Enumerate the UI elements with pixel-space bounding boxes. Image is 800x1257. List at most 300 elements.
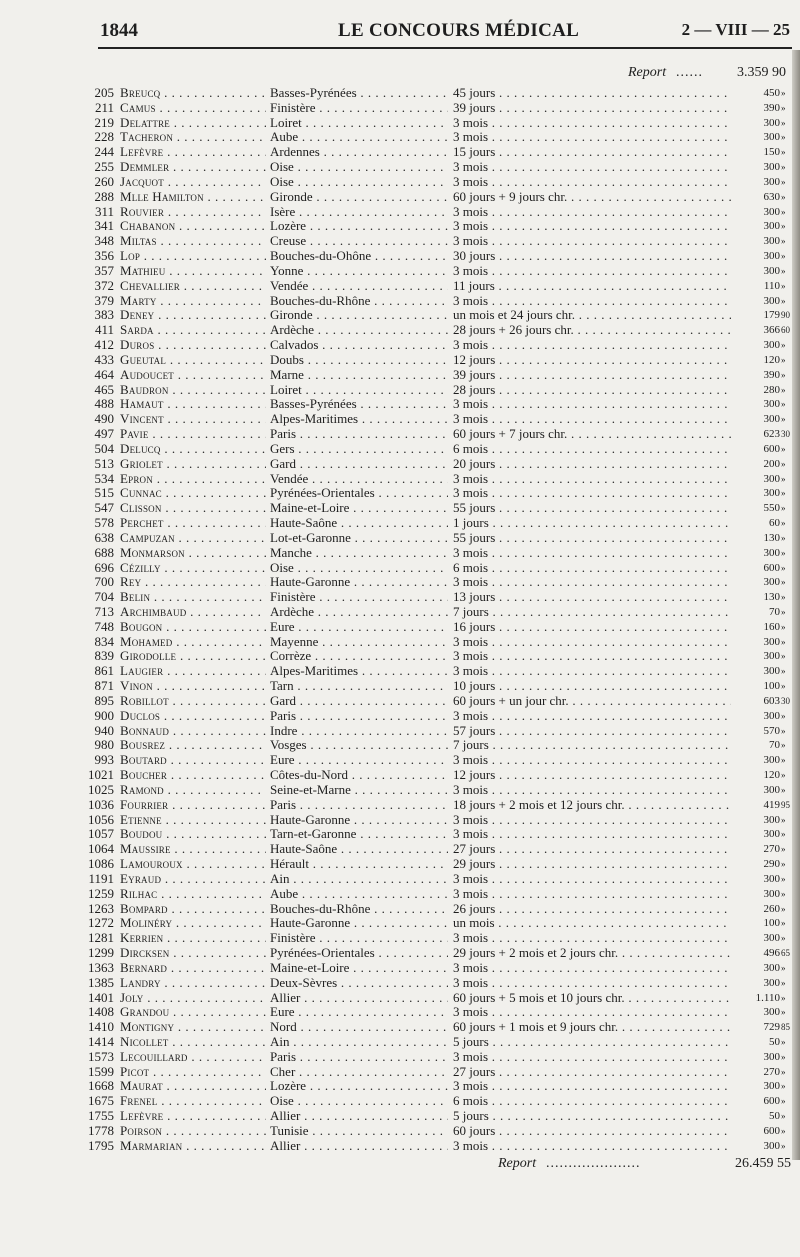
entry-number: 895 [94, 693, 114, 708]
list-item [0, 724, 800, 739]
entry-name: Lamouroux . . . [120, 857, 266, 872]
entry-department: Ardèche . . . [270, 323, 448, 338]
entry-name: Chabanon . . . [120, 219, 266, 234]
entry-number: 534 [94, 471, 114, 486]
entry-number: 356 [94, 249, 114, 264]
entry-duration: 3 mois . . . [453, 664, 731, 679]
entry-number: 490 [94, 412, 114, 427]
entry-department: Hérault . . . [270, 857, 448, 872]
entry-duration: 3 mois . . . [453, 931, 731, 946]
entry-cents: » [781, 414, 786, 425]
entry-duration: 3 mois . . . [453, 635, 731, 650]
entry-cents: » [781, 814, 786, 825]
entry-department: Finistère . . . [270, 590, 448, 605]
list-item [0, 1124, 800, 1139]
entry-amount: 300 [763, 413, 780, 426]
list-item [0, 442, 800, 457]
entry-department: Haute-Garonne . . . [270, 575, 448, 590]
entry-department: Creuse . . . [270, 234, 448, 249]
entry-duration: 29 jours + 2 mois et 2 jours chr. . . . [453, 946, 731, 961]
entry-cents: » [781, 458, 786, 469]
entry-amount: 300 [763, 1006, 780, 1019]
entry-name: Picot . . . [120, 1065, 266, 1080]
entry-department: Ain . . . [270, 872, 448, 887]
entry-amount: 120 [763, 353, 780, 366]
entry-name: Archimbaud . . . [120, 605, 266, 620]
entry-name: Griolet . . . [120, 457, 266, 472]
entry-duration: 29 jours . . . [453, 857, 731, 872]
entry-number: 1599 [88, 1064, 114, 1079]
entry-name: Hamaut . . . [120, 397, 266, 412]
list-item [0, 813, 800, 828]
entry-name: Bousrez . . . [120, 738, 266, 753]
entry-duration: 3 mois . . . [453, 887, 731, 902]
entry-amount: 300 [763, 976, 780, 989]
entry-cents: » [781, 562, 786, 573]
entry-name: Laugier . . . [120, 664, 266, 679]
binding-edge [792, 50, 800, 1160]
entry-department: Vendée . . . [270, 279, 448, 294]
entry-department: Vendée . . . [270, 472, 448, 487]
entry-department: Eure . . . [270, 753, 448, 768]
entry-name: Pavie . . . [120, 427, 266, 442]
entry-cents: » [781, 844, 786, 855]
entry-name: Robillot . . . [120, 694, 266, 709]
entry-department: Allier . . . [270, 991, 448, 1006]
entry-department: Allier . . . [270, 1109, 448, 1124]
entry-name: Maurat . . . [120, 1079, 266, 1094]
entry-department: Pyrénées-Orientales . . . [270, 946, 448, 961]
entry-name: Duclos . . . [120, 709, 266, 724]
entry-department: Oise . . . [270, 1094, 448, 1109]
entry-cents: » [781, 443, 786, 454]
list-item [0, 145, 800, 160]
entry-duration: 3 mois . . . [453, 338, 731, 353]
entry-duration: 39 jours . . . [453, 368, 731, 383]
entry-amount: 600 [763, 1124, 780, 1137]
list-item [0, 1065, 800, 1080]
entry-cents: » [781, 88, 786, 98]
entry-name: Audoucet . . . [120, 368, 266, 383]
list-item [0, 412, 800, 427]
entry-cents: » [781, 1111, 786, 1122]
entry-name: Etienne . . . [120, 813, 266, 828]
entry-department: Basses-Pyrénées . . . [270, 86, 448, 101]
list-item [0, 738, 800, 753]
entry-number: 1385 [88, 975, 114, 990]
entry-duration: 6 mois . . . [453, 442, 731, 457]
entry-amount: 300 [763, 398, 780, 411]
entry-number: 1795 [88, 1138, 114, 1153]
carried-forward-top [600, 64, 792, 84]
list-item [0, 190, 800, 205]
entry-cents: » [781, 295, 786, 306]
entry-name: Duros . . . [120, 338, 266, 353]
entry-duration: 60 jours + 1 mois et 9 jours chr. . . . [453, 1020, 731, 1035]
entry-duration: 27 jours . . . [453, 1065, 731, 1080]
entry-duration: 3 mois . . . [453, 783, 731, 798]
entry-department: Mayenne . . . [270, 635, 448, 650]
entry-number: 1755 [88, 1109, 114, 1124]
journal-title: LE CONCOURS MÉDICAL [338, 20, 580, 41]
entry-amount: 70 [769, 739, 780, 752]
entry-name: Kerrien . . . [120, 931, 266, 946]
entry-name: Nicollet . . . [120, 1035, 266, 1050]
entry-amount: 300 [763, 932, 780, 945]
list-item [0, 397, 800, 412]
entry-amount: 50 [769, 1036, 780, 1048]
entry-number: 379 [94, 293, 114, 308]
entry-department: Eure . . . [270, 620, 448, 635]
entry-department: Gers . . . [270, 442, 448, 457]
entry-name: Epron . . . [120, 472, 266, 487]
list-item [0, 294, 800, 309]
entry-amount: 70 [769, 605, 780, 618]
entry-name: Ramond . . . [120, 783, 266, 798]
entry-duration: 15 jours . . . [453, 145, 731, 160]
entries-list [0, 86, 800, 1154]
entry-name: Clisson . . . [120, 501, 266, 516]
entry-name: Jacquot . . . [120, 175, 266, 190]
entry-name: Marmarian . . . [120, 1139, 266, 1154]
entry-duration: 3 mois . . . [453, 130, 731, 145]
carry-value: 3.359 90 [737, 65, 786, 80]
entry-department: Aube . . . [270, 130, 448, 145]
entry-amount: 300 [763, 1050, 780, 1063]
entry-amount: 300 [763, 709, 780, 722]
entry-amount: 496 [763, 947, 780, 960]
entry-duration: 3 mois . . . [453, 205, 731, 220]
entry-duration: 28 jours + 26 jours chr. . . . [453, 323, 731, 338]
entry-duration: 28 jours . . . [453, 383, 731, 398]
entry-department: Calvados . . . [270, 338, 448, 353]
entry-name: Boucher . . . [120, 768, 266, 783]
entry-name: Delattre . . . [120, 116, 266, 131]
entry-amount: 300 [763, 205, 780, 218]
entry-amount: 160 [763, 620, 780, 633]
carried-forward-bottom [490, 1156, 795, 1176]
carry-label: Report [628, 65, 667, 80]
entry-cents: » [781, 547, 786, 558]
entry-duration: 3 mois . . . [453, 175, 731, 190]
entry-amount: 110 [763, 279, 780, 292]
entry-number: 411 [94, 323, 114, 338]
entry-department: Côtes-du-Nord . . . [270, 768, 448, 783]
entry-name: Dircksen . . . [120, 946, 266, 961]
entry-duration: 60 jours + 7 jours chr. . . . [453, 427, 731, 442]
entry-cents: » [781, 340, 786, 351]
entry-number: 1057 [88, 827, 114, 842]
list-item [0, 130, 800, 145]
list-item [0, 991, 800, 1006]
list-item [0, 887, 800, 902]
list-item [0, 709, 800, 724]
entry-cents: » [781, 206, 786, 217]
entry-number: 219 [94, 115, 114, 130]
entry-duration: 3 mois . . . [453, 397, 731, 412]
entry-department: Seine-et-Marne . . . [270, 783, 448, 798]
entry-amount: 300 [763, 339, 780, 352]
entry-name: Vincent . . . [120, 412, 266, 427]
entry-duration: 3 mois . . . [453, 1079, 731, 1094]
entry-number: 433 [94, 352, 114, 367]
entry-cents: 95 [781, 799, 790, 810]
list-item [0, 516, 800, 531]
entry-cents: » [781, 532, 786, 543]
entry-duration: 20 jours . . . [453, 457, 731, 472]
entry-duration: 3 mois . . . [453, 976, 731, 991]
entry-duration: 3 mois . . . [453, 1139, 731, 1154]
entry-number: 1299 [88, 946, 114, 961]
entry-amount: 300 [763, 1080, 780, 1093]
list-item [0, 649, 800, 664]
entry-department: Ain . . . [270, 1035, 448, 1050]
entry-cents: » [781, 962, 786, 973]
entry-number: 993 [94, 753, 114, 768]
entry-cents: » [781, 354, 786, 365]
entry-number: 372 [94, 278, 114, 293]
entry-department: Bouches-du-Rhône . . . [270, 294, 448, 309]
list-item [0, 1094, 800, 1109]
entry-name: Fourrier . . . [120, 798, 266, 813]
entry-name: Rilhac . . . [120, 887, 266, 902]
entry-name: Demmler . . . [120, 160, 266, 175]
entry-number: 1259 [88, 886, 114, 901]
entry-number: 1025 [88, 782, 114, 797]
list-item [0, 353, 800, 368]
entry-amount: 1.110 [755, 991, 780, 1004]
entry-number: 288 [94, 189, 114, 204]
entry-cents: » [781, 888, 786, 899]
list-item [0, 86, 800, 101]
entry-cents: » [781, 666, 786, 677]
entry-department: Gironde . . . [270, 308, 448, 323]
entry-duration: 60 jours + 9 jours chr. . . . [453, 190, 731, 205]
entry-duration: 10 jours . . . [453, 679, 731, 694]
entry-name: Bonnaud . . . [120, 724, 266, 739]
entry-cents: » [781, 1125, 786, 1136]
entry-duration: 3 mois . . . [453, 412, 731, 427]
entry-duration: 45 jours . . . [453, 86, 731, 101]
entry-cents: » [781, 384, 786, 395]
list-item [0, 902, 800, 917]
entry-amount: 390 [763, 101, 780, 114]
entry-number: 1263 [88, 901, 114, 916]
entry-amount: 300 [763, 116, 780, 129]
entry-department: Gard . . . [270, 694, 448, 709]
list-item [0, 1035, 800, 1050]
entry-duration: 3 mois . . . [453, 753, 731, 768]
entry-cents: » [781, 162, 786, 173]
entry-department: Manche . . . [270, 546, 448, 561]
list-item [0, 753, 800, 768]
entry-amount: 630 [763, 190, 780, 203]
header-rule [98, 47, 792, 49]
entry-amount: 570 [763, 724, 780, 737]
list-item [0, 368, 800, 383]
list-item [0, 383, 800, 398]
entry-number: 700 [94, 575, 114, 590]
entry-number: 464 [94, 367, 114, 382]
entry-duration: un mois . . . [453, 916, 731, 931]
entry-cents: » [781, 236, 786, 247]
entry-name: Sarda . . . [120, 323, 266, 338]
list-item [0, 1079, 800, 1094]
entry-number: 513 [94, 456, 114, 471]
entry-department: Deux-Sèvres . . . [270, 976, 448, 991]
entry-amount: 300 [763, 650, 780, 663]
entry-cents: » [781, 621, 786, 632]
entry-number: 504 [94, 441, 114, 456]
entry-amount: 300 [763, 576, 780, 589]
entry-name: Mathieu . . . [120, 264, 266, 279]
page-header [100, 14, 790, 44]
entry-name: Lecouillard . . . [120, 1050, 266, 1065]
entry-number: 311 [94, 204, 114, 219]
entry-duration: 12 jours . . . [453, 353, 731, 368]
entry-duration: 3 mois . . . [453, 486, 731, 501]
entry-duration: 30 jours . . . [453, 249, 731, 264]
list-item [0, 472, 800, 487]
entry-number: 578 [94, 516, 114, 531]
entry-amount: 100 [763, 917, 780, 930]
entry-department: Paris . . . [270, 1050, 448, 1065]
list-item [0, 486, 800, 501]
list-item [0, 338, 800, 353]
entry-number: 696 [94, 560, 114, 575]
entry-number: 1281 [88, 931, 114, 946]
list-item [0, 798, 800, 813]
entry-duration: 3 mois . . . [453, 472, 731, 487]
entry-duration: 3 mois . . . [453, 294, 731, 309]
list-item [0, 308, 800, 323]
entry-number: 1363 [88, 960, 114, 975]
entry-department: Tarn . . . [270, 679, 448, 694]
entry-duration: 55 jours . . . [453, 531, 731, 546]
entry-amount: 290 [763, 858, 780, 871]
entry-name: Tacheron . . . [120, 130, 266, 145]
entry-amount: 260 [763, 902, 780, 915]
entry-amount: 300 [763, 131, 780, 144]
entry-cents: » [781, 725, 786, 736]
entry-duration: 12 jours . . . [453, 768, 731, 783]
entry-department: Vosges . . . [270, 738, 448, 753]
entry-duration: 3 mois . . . [453, 575, 731, 590]
entry-cents: » [781, 503, 786, 514]
entry-name: Mlle Hamilton . . . [120, 190, 266, 205]
entry-department: Haute-Saône . . . [270, 842, 448, 857]
entry-number: 834 [94, 634, 114, 649]
list-item [0, 575, 800, 590]
list-item [0, 842, 800, 857]
entry-cents: » [781, 147, 786, 158]
entry-duration: 60 jours + 5 mois et 10 jours chr. . . . [453, 991, 731, 1006]
list-item [0, 116, 800, 131]
entry-name: Vinon . . . [120, 679, 266, 694]
entry-amount: 300 [763, 472, 780, 485]
entry-department: Eure . . . [270, 1005, 448, 1020]
entry-amount: 270 [763, 1065, 780, 1078]
entry-cents: » [781, 636, 786, 647]
entry-number: 1021 [88, 768, 114, 783]
list-item [0, 590, 800, 605]
entry-amount: 300 [763, 175, 780, 188]
entry-amount: 300 [763, 813, 780, 826]
entry-department: Marne . . . [270, 368, 448, 383]
entry-cents: » [781, 1081, 786, 1092]
entry-amount: 120 [763, 769, 780, 782]
list-item [0, 249, 800, 264]
entry-duration: 1 jours . . . [453, 516, 731, 531]
entry-number: 1086 [88, 857, 114, 872]
entry-name: Landry . . . [120, 976, 266, 991]
entry-amount: 300 [763, 161, 780, 174]
carry-dots: ..................... [546, 1156, 641, 1171]
issue-date: 2 — VIII — 25 [681, 20, 790, 39]
entry-cents: » [781, 992, 786, 1003]
entry-name: Girodolle . . . [120, 649, 266, 664]
entry-department: Alpes-Maritimes . . . [270, 412, 448, 427]
entry-department: Cher . . . [270, 1065, 448, 1080]
entry-number: 205 [94, 86, 114, 100]
entry-department: Lot-et-Garonne . . . [270, 531, 448, 546]
list-item [0, 264, 800, 279]
entry-number: 547 [94, 501, 114, 516]
entry-department: Pyrénées-Orientales . . . [270, 486, 448, 501]
entry-cents: » [781, 681, 786, 692]
list-item [0, 205, 800, 220]
list-item [0, 1109, 800, 1124]
entry-cents: » [781, 221, 786, 232]
entry-cents: » [781, 873, 786, 884]
entry-duration: 6 mois . . . [453, 561, 731, 576]
entry-department: Tunisie . . . [270, 1124, 448, 1139]
entry-name: Boudou . . . [120, 827, 266, 842]
entry-duration: 3 mois . . . [453, 961, 731, 976]
entry-amount: 300 [763, 1139, 780, 1152]
entry-name: Perchet . . . [120, 516, 266, 531]
entry-duration: 3 mois . . . [453, 1005, 731, 1020]
entry-department: Oise . . . [270, 160, 448, 175]
entry-number: 638 [94, 530, 114, 545]
list-item [0, 605, 800, 620]
entry-cents: » [781, 399, 786, 410]
list-item [0, 976, 800, 991]
entry-amount: 150 [763, 146, 780, 159]
entry-duration: 3 mois . . . [453, 160, 731, 175]
entry-department: Gironde . . . [270, 190, 448, 205]
entry-name: Poirson . . . [120, 1124, 266, 1139]
entry-cents: » [781, 117, 786, 128]
entry-amount: 390 [763, 368, 780, 381]
entry-duration: 3 mois . . . [453, 546, 731, 561]
entry-department: Allier . . . [270, 1139, 448, 1154]
entry-amount: 270 [763, 843, 780, 856]
entry-amount: 50 [769, 1110, 780, 1123]
entry-department: Aube . . . [270, 887, 448, 902]
entry-amount: 300 [763, 754, 780, 767]
list-item [0, 1050, 800, 1065]
list-item [0, 323, 800, 338]
entry-duration: 5 jours . . . [453, 1109, 731, 1124]
entry-amount: 450 [763, 87, 780, 99]
entry-number: 1191 [88, 871, 114, 886]
entry-cents: » [781, 518, 786, 529]
entry-number: 1408 [88, 1005, 114, 1020]
entry-department: Yonne . . . [270, 264, 448, 279]
entry-cents: » [781, 102, 786, 113]
entry-amount: 300 [763, 235, 780, 248]
